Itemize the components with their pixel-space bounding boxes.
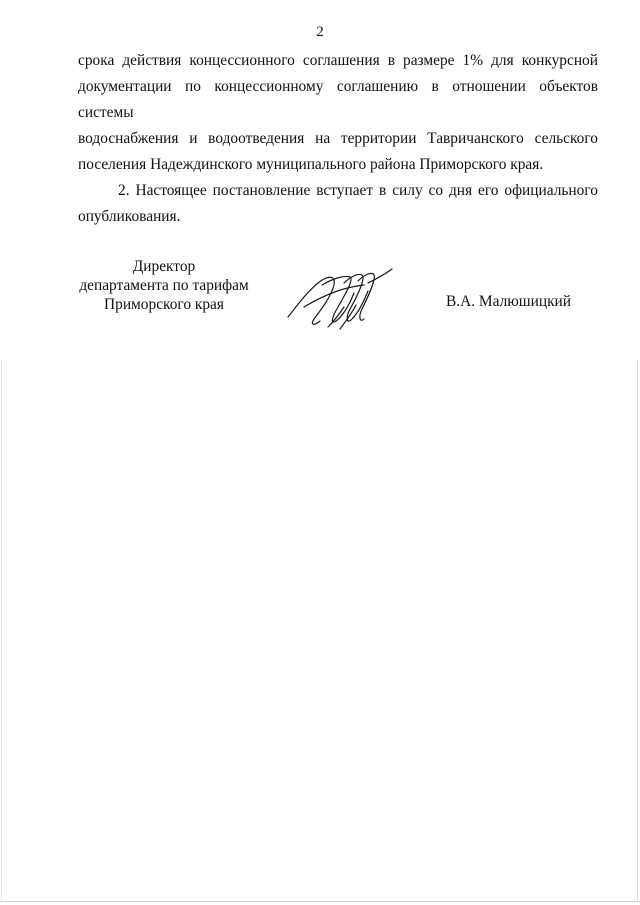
paragraph-1	[78, 48, 598, 178]
signatory-title	[74, 257, 254, 314]
signature-block	[0, 255, 640, 345]
scan-edge-bottom	[0, 901, 640, 902]
scan-edge-left	[1, 360, 2, 900]
signatory-title-line: Приморского края	[104, 296, 224, 313]
page-number: 2	[316, 24, 324, 40]
scan-edge-right	[637, 360, 638, 900]
paragraph-1-line: поселения Надеждинского муниципального района Приморского края.	[78, 156, 544, 173]
signatory-title-line: департамента по тарифам	[79, 277, 249, 294]
paragraph-1-line: срока действия концессионного соглашения в размере 1% для конкурсной	[78, 52, 598, 69]
paragraph-1-line: документации по концессионному соглашению в отношении объектов системы	[78, 78, 598, 121]
paragraph-2: 2. Настоящее постановление вступает в силу со дня его официального опубликования.	[78, 182, 598, 225]
signatory-title-line: Директор	[132, 258, 196, 275]
signatory-name: В.А. Малюшицкий	[446, 293, 572, 310]
handwritten-signature-icon	[284, 263, 396, 335]
paragraph-1-line: водоснабжения и водоотведения на территории Тавричанского сельского	[78, 130, 598, 147]
document-body	[78, 48, 598, 230]
